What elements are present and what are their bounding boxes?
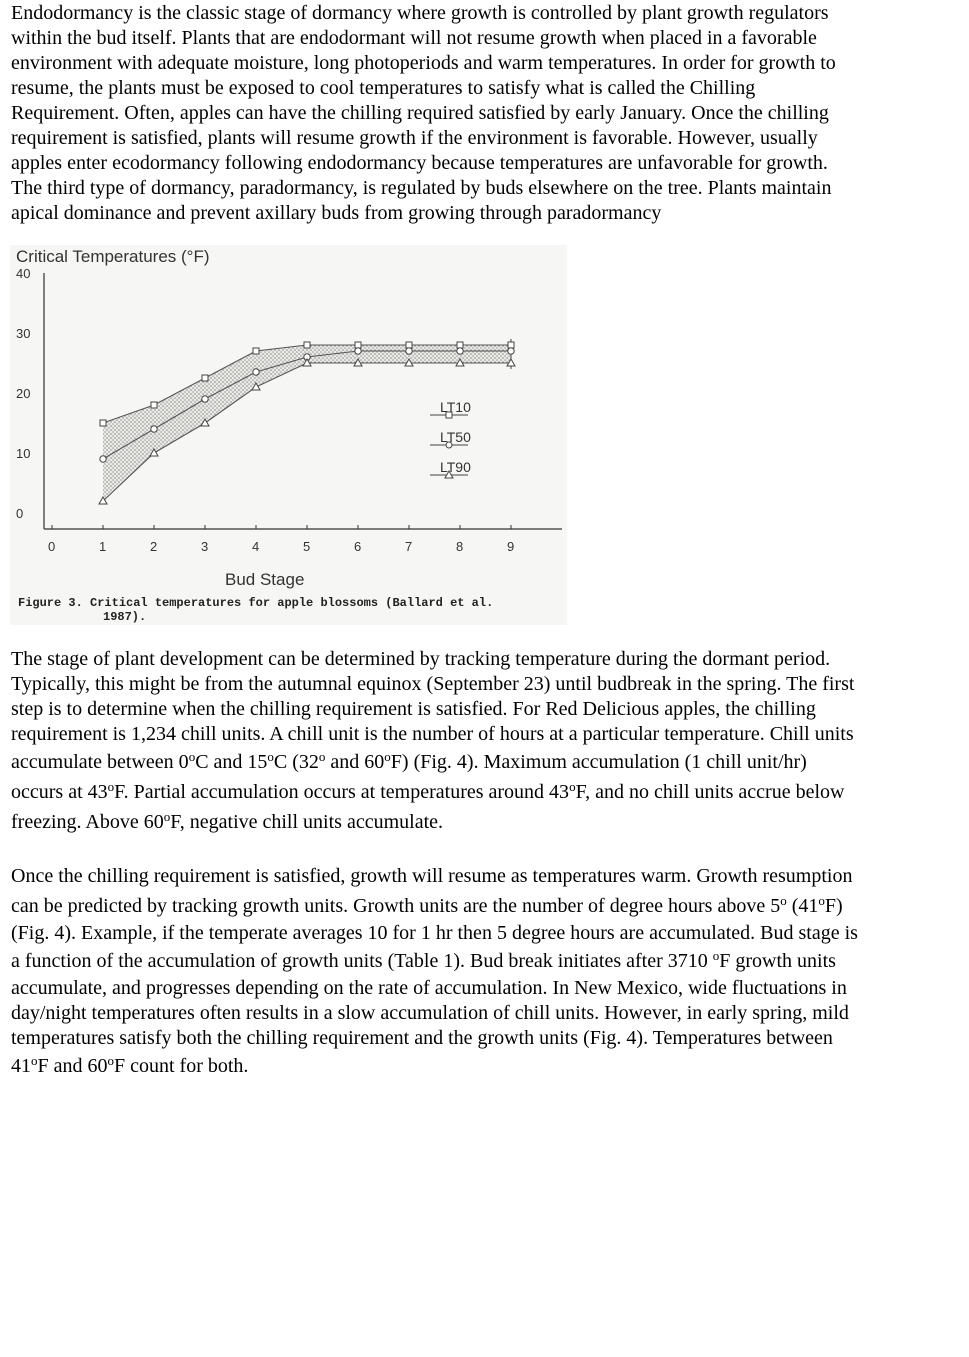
text-line: day/night temperatures often results in a slow accumulation of chill units. However, in early spring, mild <box>11 1002 849 1024</box>
text-line: resume, the plants must be exposed to cool temperatures to satisfy what is called the Chilling <box>11 77 756 99</box>
text-line: apples enter ecodormancy following endodormancy because temperatures are unfavorable for growth. <box>11 152 828 174</box>
text-run: freezing. Above 60 <box>11 811 164 833</box>
lt10-point <box>253 348 259 354</box>
degree-sup: o <box>31 1053 38 1068</box>
chart-ylabel: Critical Temperatures (°F) <box>16 247 210 266</box>
x-tick-label: 2 <box>150 539 158 554</box>
text-line: requirement is 1,234 chill units. A chill unit is the number of hours at a particular temperature. Chill units <box>11 723 854 745</box>
text-run: F and 60 <box>37 1055 108 1077</box>
text-line <box>11 807 961 837</box>
text-run: (41 <box>786 895 819 917</box>
chart-axes <box>16 266 562 554</box>
paragraph-growth-units <box>11 861 961 1081</box>
lt50-legend-label: LT50 <box>440 429 471 445</box>
critical-temperature-chart <box>10 245 567 625</box>
y-tick-label: 20 <box>16 386 31 401</box>
figure-caption-line2: 1987). <box>103 610 147 624</box>
text-line: apical dominance and prevent axillary buds from growing through paradormancy <box>11 202 662 224</box>
degree-sup: o <box>318 749 326 764</box>
text-run: F, and no chill units accrue below <box>575 781 845 803</box>
text-run: C (32 <box>273 751 319 773</box>
text-run: F, negative chill units accumulate. <box>170 811 443 833</box>
x-tick-label: 6 <box>354 539 362 554</box>
paragraph-dormancy-types <box>11 1 961 226</box>
y-tick-label: 0 <box>16 506 24 521</box>
x-tick-label: 0 <box>48 539 56 554</box>
text-line: accumulate, and progresses depending on the rate of accumulation. In New Mexico, wide fluctuations in <box>11 977 847 999</box>
text-run: C and 15 <box>195 751 268 773</box>
y-tick-label: 10 <box>16 446 31 461</box>
text-line: The third type of dormancy, paradormancy, is regulated by buds elsewhere on the tree. Plants maintain <box>11 177 832 199</box>
text-line: step is to determine when the chilling requirement is satisfied. For Red Delicious apples, the chilling <box>11 698 816 720</box>
text-run: 41 <box>11 1055 31 1077</box>
lt10-point <box>406 342 412 348</box>
text-line <box>11 1051 961 1081</box>
lt10-point <box>304 342 310 348</box>
text-line: Endodormancy is the classic stage of dormancy where growth is controlled by plant growth regulators <box>11 2 829 24</box>
text-line: The stage of plant development can be determined by tracking temperature during the dormant period. <box>11 648 831 670</box>
text-run: occurs at 43 <box>11 781 108 803</box>
text-run: F) (Fig. 4). Maximum accumulation (1 chill unit/hr) <box>390 751 807 773</box>
y-tick-label: 30 <box>16 326 31 341</box>
text-line: Requirement. Often, apples can have the chilling required satisfied by early January. Once the chilling <box>11 102 829 124</box>
text-line <box>11 747 961 777</box>
degree-sup: o <box>780 893 787 908</box>
degree-sup: o <box>107 1053 114 1068</box>
text-line: requirement is satisfied, plants will resume growth if the environment is favorable. However, usually <box>11 127 818 149</box>
x-tick-label: 5 <box>303 539 311 554</box>
x-tick-label: 9 <box>507 539 515 554</box>
lt50-point <box>355 348 361 354</box>
lt50-point <box>253 369 259 375</box>
paragraph-chilling-units <box>11 647 961 837</box>
text-line: (Fig. 4). Example, if the temperate averages 10 for 1 hr then 5 degree hours are accumulated. Bud stage is <box>11 922 858 944</box>
text-run: a function of the accumulation of growth units (Table 1). Bud break initiates after 3710 <box>11 950 713 972</box>
text-run: F) <box>824 895 843 917</box>
lt10-point <box>151 402 157 408</box>
chart-xlabel: Bud Stage <box>225 570 305 589</box>
text-line <box>11 946 961 976</box>
lt50-point <box>406 348 412 354</box>
lt50-point <box>151 426 157 432</box>
degree-sup: o <box>188 749 196 764</box>
degree-sup: o <box>267 749 274 764</box>
text-line <box>11 891 961 921</box>
x-tick-label: 4 <box>252 539 260 554</box>
text-run: F. Partial accumulation occurs at temperatures around 43 <box>114 781 570 803</box>
text-run: can be predicted by tracking growth units. Growth units are the number of degree hours above 5 <box>11 895 781 917</box>
lt10-point <box>100 420 106 426</box>
degree-sup: o <box>384 749 391 764</box>
degree-sup: o <box>569 779 576 794</box>
lt10-point <box>355 342 361 348</box>
lt50-point <box>457 348 463 354</box>
x-tick-label: 8 <box>456 539 464 554</box>
text-run: and 60 <box>325 751 385 773</box>
y-tick-label: 40 <box>16 266 31 281</box>
text-run: accumulate between 0 <box>11 751 189 773</box>
x-tick-label: 1 <box>99 539 107 554</box>
text-line: temperatures satisfy both the chilling requirement and the growth units (Fig. 4). Temperatures between <box>11 1027 833 1049</box>
x-tick-label: 7 <box>405 539 413 554</box>
text-run: F growth units <box>719 950 836 972</box>
degree-sup: o <box>712 948 720 963</box>
lt10-point <box>202 375 208 381</box>
lt10-legend-label: LT10 <box>440 399 471 415</box>
figure-critical-temperatures <box>10 245 567 625</box>
lt50-point <box>100 456 106 462</box>
lt10-point <box>508 342 514 348</box>
lt50-point <box>202 396 208 402</box>
x-tick-label: 3 <box>201 539 209 554</box>
lt90-legend-label: LT90 <box>440 459 471 475</box>
degree-sup: o <box>163 809 171 824</box>
text-line <box>11 777 961 807</box>
text-line: Typically, this might be from the autumnal equinox (September 23) until budbreak in the spring. The first <box>11 673 855 695</box>
degree-sup: o <box>107 779 115 794</box>
lt50-point <box>508 348 514 354</box>
text-line: environment with adequate moisture, long photoperiods and warm temperatures. In order for growth to <box>11 52 836 74</box>
figure-caption-line1: Figure 3. Critical temperatures for apple blossoms (Ballard et al. <box>18 596 494 610</box>
lt10-point <box>457 342 463 348</box>
chart-legend <box>430 399 471 478</box>
degree-sup: o <box>818 893 825 908</box>
text-run: F count for both. <box>114 1055 249 1077</box>
text-line: within the bud itself. Plants that are endodormant will not resume growth when placed in a favorable <box>11 27 817 49</box>
text-line: Once the chilling requirement is satisfied, growth will resume as temperatures warm. Growth resumption <box>11 865 853 887</box>
